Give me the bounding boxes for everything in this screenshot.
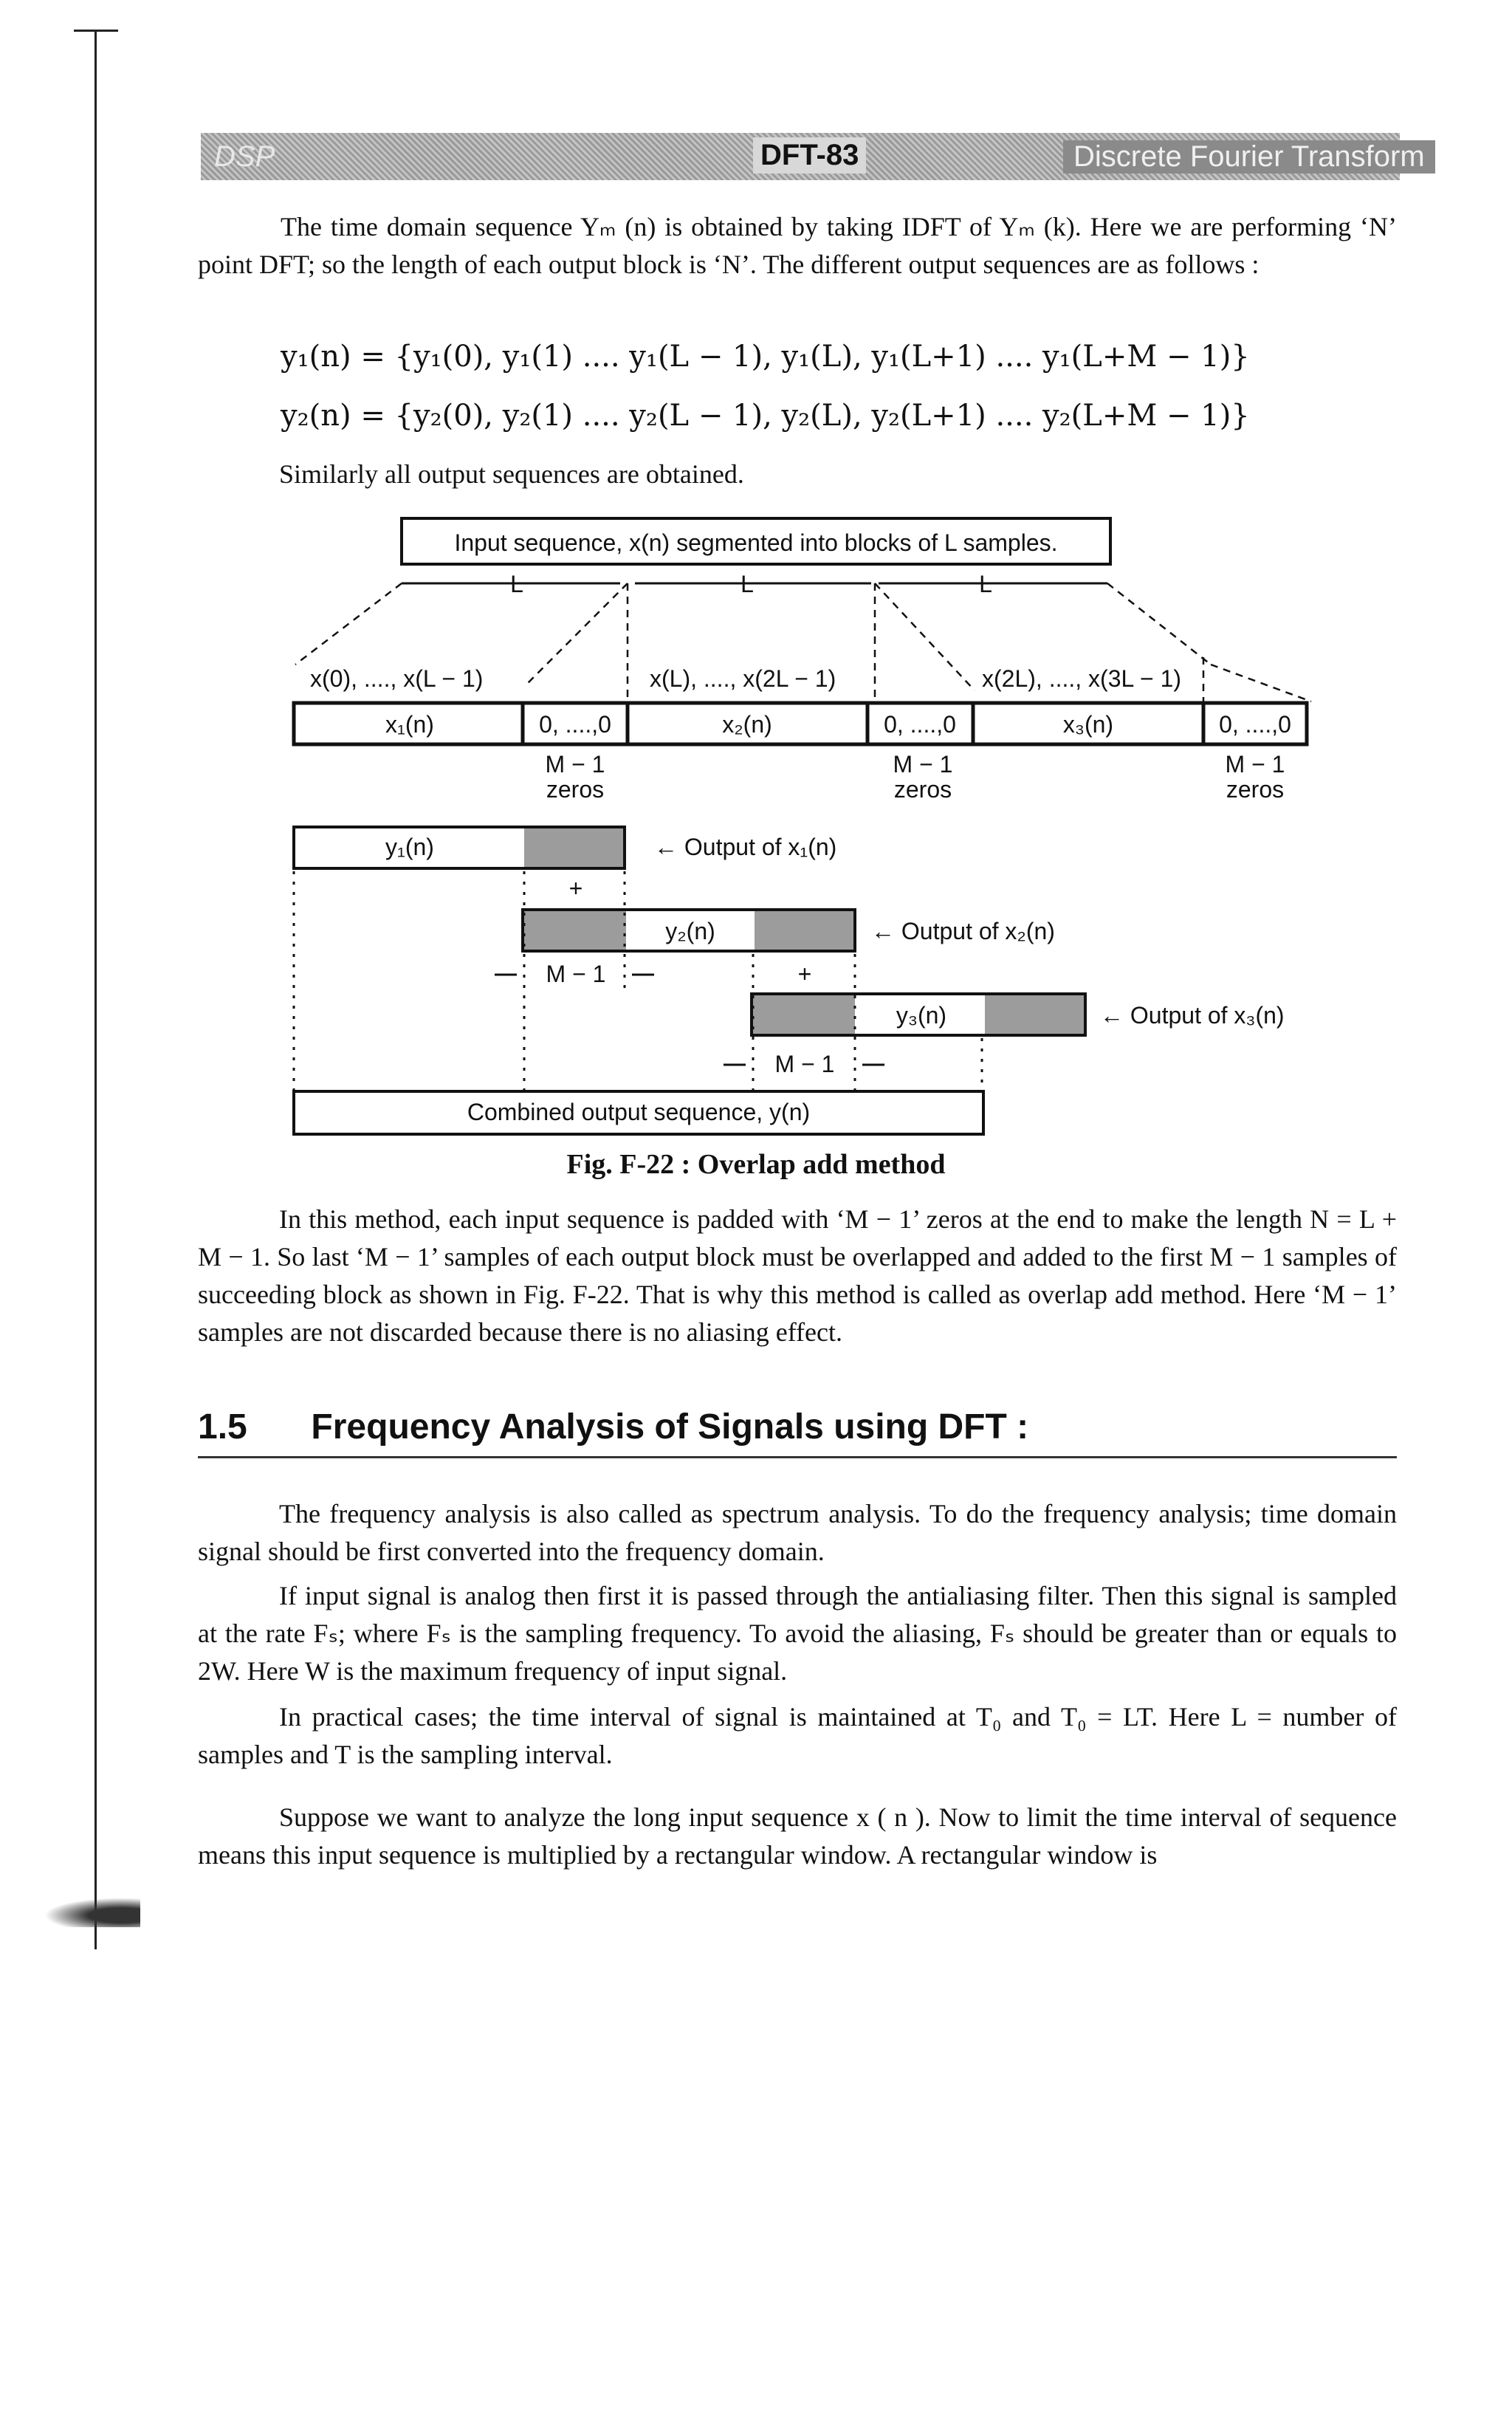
output-of-x3: ← Output of x₃(n) bbox=[1100, 1002, 1285, 1029]
output-of-x1: ← Output of x₁(n) bbox=[654, 834, 837, 860]
overlap-m1-2: M − 1 bbox=[774, 1051, 835, 1077]
after-figure-paragraph: In this method, each input sequence is padded with ‘M − 1’ zeros at the end to make the length N = L + M − 1. So last ‘M − 1’ samples of each output block must be overlapped and added to the first M − 1 samples of succeeding block as shown in Fig. F-22. That is why this method is called as overlap add method. Here ‘M − 1’ samples are not discarded because there is no aliasing effect. bbox=[198, 1204, 1397, 1347]
fan-line-7 bbox=[1211, 665, 1311, 701]
intro-paragraph: The time domain sequence Yₘ (n) is obtained by taking IDFT of Yₘ (k). Here we are performing ‘N’ point DFT; so the length of each output block is ‘N’. The different output sequences are as follows : bbox=[198, 212, 1397, 279]
seg-label-2: x(L), ...., x(2L − 1) bbox=[650, 665, 836, 692]
equation-y1: y₁(n) = {y₁(0), y₁(1) .... y₁(L − 1), y₁(L), y₁(L+1) .... y₁(L+M − 1)} bbox=[281, 340, 1250, 374]
paragraph-3: In practical cases; the time interval of signal is maintained at T₀ and T₀ = LT. Here L = number of samples and T is the sampling interval. bbox=[198, 1702, 1397, 1769]
seg-label-1: x(0), ...., x(L − 1) bbox=[310, 665, 484, 692]
m1-label-2: M − 1 bbox=[893, 751, 953, 778]
overlap-shade-5 bbox=[985, 995, 1084, 1034]
zeros-block-2: 0, ....,0 bbox=[884, 711, 956, 738]
paragraph-1: The frequency analysis is also called as spectrum analysis. To do the frequency analysis; time domain signal should be first converted into the frequency domain. bbox=[198, 1499, 1397, 1566]
m1-label-3: M − 1 bbox=[1225, 751, 1285, 778]
scan-mark bbox=[44, 1898, 140, 1927]
section-heading bbox=[198, 1407, 1028, 1447]
section-rule bbox=[198, 1456, 1397, 1458]
y3-label: y₃(n) bbox=[896, 1002, 947, 1029]
m1-label-1: M − 1 bbox=[545, 751, 605, 778]
header-left: DSP bbox=[214, 140, 275, 173]
header-chapter: Discrete Fourier Transform bbox=[1063, 140, 1435, 174]
zeros-block-3: 0, ....,0 bbox=[1219, 711, 1291, 738]
plus-1: + bbox=[568, 875, 583, 902]
l-label-2: L bbox=[740, 571, 754, 597]
block-x3: x₃(n) bbox=[1062, 711, 1114, 738]
plus-2: + bbox=[797, 961, 812, 987]
paragraph-4: Suppose we want to analyze the long input sequence x ( n ). Now to limit the time interval of sequence means this input sequence is multiplied by a rectangular window. A rectangular window is bbox=[198, 1802, 1397, 1870]
equation-y2: y₂(n) = {y₂(0), y₂(1) .... y₂(L − 1), y₂(L), y₂(L+1) .... y₂(L+M − 1)} bbox=[281, 399, 1250, 433]
l-label-3: L bbox=[979, 571, 992, 597]
output-of-x2: ← Output of x₂(n) bbox=[871, 918, 1055, 944]
block-x1: x₁(n) bbox=[385, 711, 434, 738]
overlap-add-diagram bbox=[0, 0, 1512, 1137]
paragraph-2: If input signal is analog then first it is passed through the antialiasing filter. Then this signal is sampled at the rate Fₛ; where Fₛ is the sampling frequency. To avoid the aliasing, Fₛ should be greater than or equals to 2W. Here W is the maximum frequency of input signal. bbox=[198, 1581, 1397, 1686]
section-title: Frequency Analysis of Signals using DFT : bbox=[311, 1407, 1029, 1447]
fan-line-5 bbox=[875, 583, 975, 690]
figure-caption: Fig. F-22 : Overlap add method bbox=[566, 1149, 946, 1180]
fan-line-6 bbox=[1107, 583, 1211, 665]
zeros-label-3: zeros bbox=[1226, 776, 1285, 803]
overlap-shade-3 bbox=[755, 911, 853, 950]
fan-line-1 bbox=[295, 583, 402, 665]
section-number: 1.5 bbox=[198, 1407, 247, 1447]
block-x2: x₂(n) bbox=[722, 711, 772, 738]
input-label: Input sequence, x(n) segmented into blocks of L samples. bbox=[454, 529, 1058, 556]
l-label-1: L bbox=[510, 571, 523, 597]
overlap-shade-1 bbox=[524, 828, 623, 867]
overlap-m1-1: M − 1 bbox=[546, 961, 606, 987]
page-number: DFT-83 bbox=[753, 137, 866, 174]
seg-label-3: x(2L), ...., x(3L − 1) bbox=[982, 665, 1182, 692]
zeros-block-1: 0, ....,0 bbox=[539, 711, 611, 738]
y1-label: y₁(n) bbox=[385, 834, 434, 860]
overlap-shade-4 bbox=[753, 995, 855, 1034]
zeros-label-2: zeros bbox=[893, 776, 952, 803]
fan-line-2 bbox=[524, 583, 628, 687]
overlap-shade-2 bbox=[524, 911, 626, 950]
similarly-line: Similarly all output sequences are obtained. bbox=[279, 459, 744, 489]
padded-blocks bbox=[294, 703, 1307, 744]
combined-label: Combined output sequence, y(n) bbox=[467, 1099, 811, 1125]
y2-label: y₂(n) bbox=[665, 918, 715, 944]
zeros-label-1: zeros bbox=[546, 776, 605, 803]
